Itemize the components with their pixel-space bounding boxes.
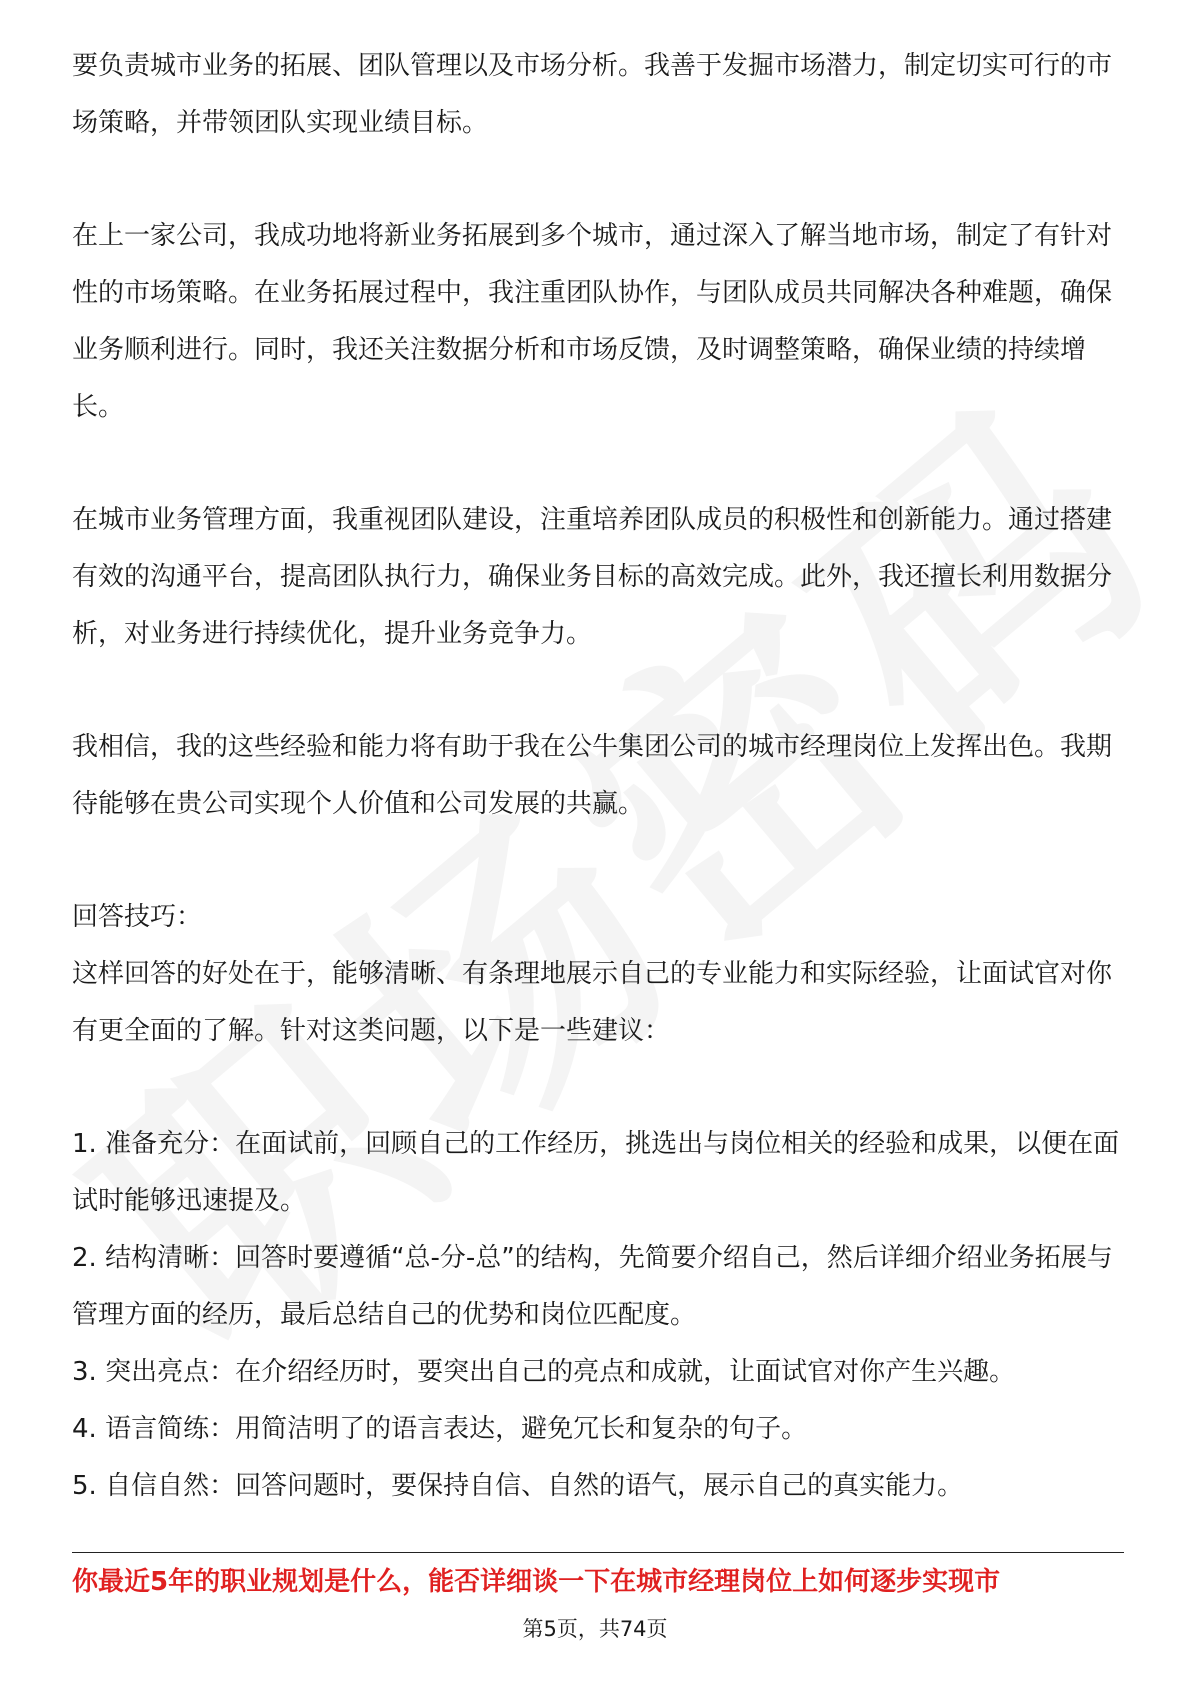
list-item: 1. 准备充分：在面试前，回顾自己的工作经历，挑选出与岗位相关的经验和成果，以便在面试时能够迅速提及。 [72,1129,1120,1216]
tips-heading: 回答技巧： [72,902,203,932]
paragraph-gap [72,663,1122,719]
paragraph-intro: 要负责城市业务的拓展、团队管理以及市场分析。我善于发掘市场潜力，制定切实可行的市场策略，并带领团队实现业绩目标。 [72,51,1113,138]
page-number: 第5页，共74页 [522,1617,668,1641]
paragraph-gap [72,436,1122,492]
paragraph-management: 在城市业务管理方面，我重视团队建设，注重培养团队成员的积极性和创新能力。通过搭建有效的沟通平台，提高团队执行力，确保业务目标的高效完成。此外，我还擅长利用数据分析，对业务进行持续优化，提升业务竞争力。 [72,505,1113,649]
paragraph-conclusion: 我相信，我的这些经验和能力将有助于我在公牛集团公司的城市经理岗位上发挥出色。我期待能够在贵公司实现个人价值和公司发展的共赢。 [72,732,1113,819]
paragraph-gap [72,1060,1122,1116]
footer-divider [72,1552,1124,1553]
list-item: 2. 结构清晰：回答时要遵循“总-分-总”的结构，先简要介绍自己，然后详细介绍业务拓展与管理方面的经历，最后总结自己的优势和岗位匹配度。 [72,1243,1113,1330]
document-body [72,38,1122,1515]
paragraph-experience: 在上一家公司，我成功地将新业务拓展到多个城市，通过深入了解当地市场，制定了有针对性的市场策略。在业务拓展过程中，我注重团队协作，与团队成员共同解决各种难题，确保业务顺利进行。同时，我还关注数据分析和市场反馈，及时调整策略，确保业绩的持续增长。 [72,221,1113,422]
tips-list [72,1116,1122,1515]
next-question-heading: 你最近5年的职业规划是什么，能否详细谈一下在城市经理岗位上如何逐步实现市 [72,1567,1001,1597]
list-item: 5. 自信自然：回答问题时，要保持自信、自然的语气，展示自己的真实能力。 [72,1471,964,1501]
list-item: 3. 突出亮点：在介绍经历时，要突出自己的亮点和成就，让面试官对你产生兴趣。 [72,1357,1016,1387]
paragraph-gap [72,152,1122,208]
paragraph-gap [72,833,1122,889]
tips-intro: 这样回答的好处在于，能够清晰、有条理地展示自己的专业能力和实际经验，让面试官对你有更全面的了解。针对这类问题，以下是一些建议： [72,959,1113,1046]
list-item: 4. 语言简练：用简洁明了的语言表达，避免冗长和复杂的句子。 [72,1414,808,1444]
